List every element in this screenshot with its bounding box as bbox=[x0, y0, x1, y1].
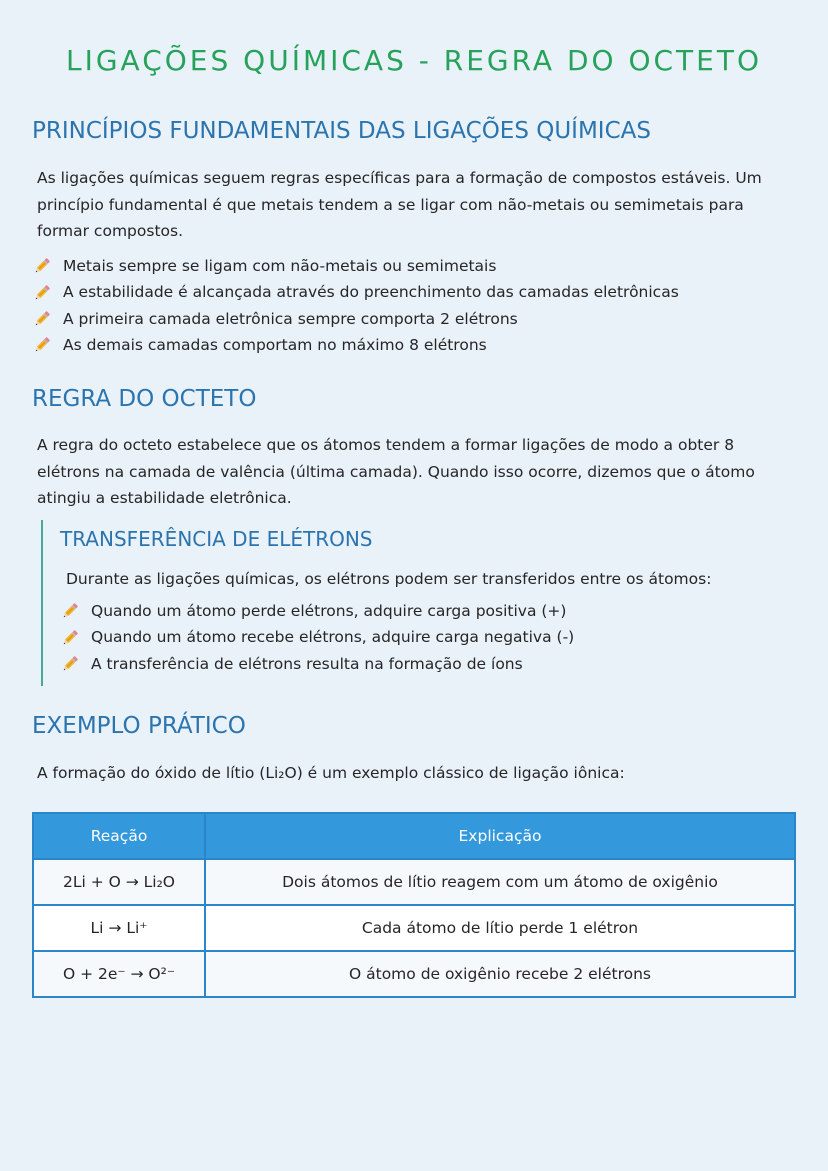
table-header-explanation: Explicação bbox=[205, 813, 795, 859]
pencil-icon bbox=[60, 628, 80, 648]
list-item: A estabilidade é alcançada através do preenchimento das camadas eletrônicas bbox=[32, 279, 679, 305]
table-cell-reaction: 2Li + O → Li₂O bbox=[33, 859, 205, 905]
principles-bullet-list bbox=[32, 253, 679, 359]
electron-transfer-bullet-list bbox=[60, 598, 574, 677]
list-item: Metais sempre se ligam com não-metais ou semimetais bbox=[32, 253, 679, 279]
electron-transfer-subsection bbox=[41, 520, 801, 686]
section-heading-octet-rule: REGRA DO OCTETO bbox=[32, 386, 257, 412]
octet-rule-paragraph: A regra do octeto estabelece que os átomos tendem a formar ligações de modo a obter 8 elétrons na camada de valência (última camada). Quando isso ocorre, dizemos que o átomo atingiu a estabilidade eletrônica. bbox=[37, 436, 755, 507]
list-item: A primeira camada eletrônica sempre comporta 2 elétrons bbox=[32, 306, 679, 332]
principles-paragraph: As ligações químicas seguem regras específicas para a formação de compostos estáveis. Um princípio fundamental é que metais tendem a se ligar com não-metais ou semimetais para formar compostos. bbox=[37, 169, 762, 240]
pencil-icon bbox=[32, 256, 52, 276]
table-row bbox=[33, 859, 795, 905]
table-header-row bbox=[33, 813, 795, 859]
table-cell-explanation: Cada átomo de lítio perde 1 elétron bbox=[205, 905, 795, 951]
pencil-icon bbox=[60, 601, 80, 621]
electron-transfer-paragraph: Durante as ligações químicas, os elétrons podem ser transferidos entre os átomos: bbox=[66, 570, 712, 588]
table-cell-reaction: Li → Li⁺ bbox=[33, 905, 205, 951]
pencil-icon bbox=[32, 335, 52, 355]
section-heading-practical-example: EXEMPLO PRÁTICO bbox=[32, 713, 246, 739]
pencil-icon bbox=[60, 654, 80, 674]
table-row bbox=[33, 951, 795, 997]
subsection-heading-electron-transfer: TRANSFERÊNCIA DE ELÉTRONS bbox=[60, 527, 373, 551]
table-header-reaction: Reação bbox=[33, 813, 205, 859]
reactions-table bbox=[32, 812, 796, 998]
table-cell-explanation: Dois átomos de lítio reagem com um átomo de oxigênio bbox=[205, 859, 795, 905]
list-item: Quando um átomo recebe elétrons, adquire carga negativa (-) bbox=[60, 624, 574, 650]
table-cell-reaction: O + 2e⁻ → O²⁻ bbox=[33, 951, 205, 997]
list-item: Quando um átomo perde elétrons, adquire carga positiva (+) bbox=[60, 598, 574, 624]
table-row bbox=[33, 905, 795, 951]
list-item: As demais camadas comportam no máximo 8 elétrons bbox=[32, 332, 679, 358]
page-title: LIGAÇÕES QUÍMICAS - REGRA DO OCTETO bbox=[65, 44, 762, 77]
list-item: A transferência de elétrons resulta na formação de íons bbox=[60, 651, 574, 677]
pencil-icon bbox=[32, 283, 52, 303]
pencil-icon bbox=[32, 309, 52, 329]
section-heading-principles: PRINCÍPIOS FUNDAMENTAIS DAS LIGAÇÕES QUÍMICAS bbox=[32, 118, 651, 144]
practical-example-paragraph: A formação do óxido de lítio (Li₂O) é um exemplo clássico de ligação iônica: bbox=[37, 764, 625, 782]
table-cell-explanation: O átomo de oxigênio recebe 2 elétrons bbox=[205, 951, 795, 997]
